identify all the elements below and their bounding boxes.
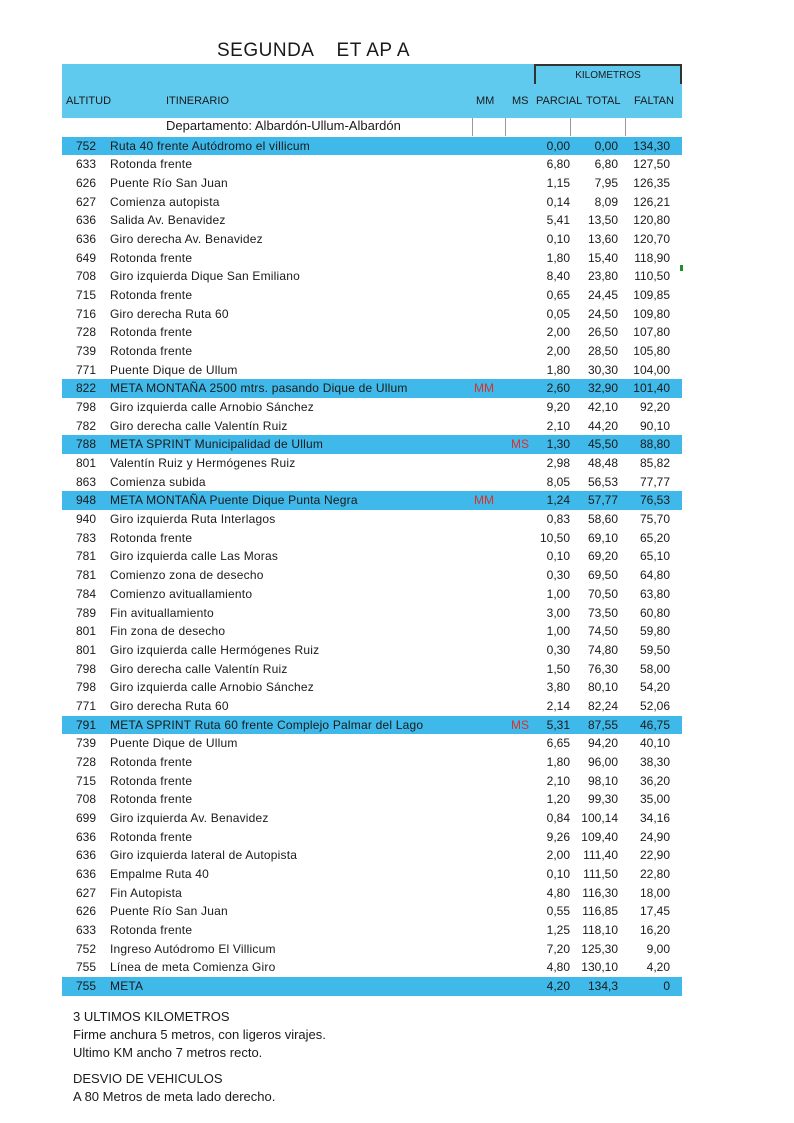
- note-title-desvio: DESVIO DE VEHICULOS: [73, 1071, 223, 1086]
- faltan-cell: 9,00: [646, 941, 670, 956]
- total-cell: 69,20: [587, 549, 618, 564]
- table-row: [62, 193, 682, 212]
- itinerario-cell: META SPRINT Municipalidad de Ullum: [110, 437, 324, 452]
- faltan-cell: 52,06: [639, 698, 670, 713]
- parcial-cell: 7,20: [546, 941, 570, 956]
- table-row: [62, 921, 682, 940]
- faltan-cell: 109,85: [633, 287, 670, 302]
- parcial-cell: 8,05: [546, 474, 570, 489]
- itinerario-cell: Rotonda frente: [110, 792, 193, 807]
- parcial-cell: 4,80: [546, 885, 570, 900]
- parcial-cell: 2,10: [546, 418, 570, 433]
- table-row: [62, 940, 682, 959]
- altitud-cell: 752: [75, 941, 96, 956]
- itinerario-cell: Giro derecha calle Valentín Ruiz: [110, 418, 288, 433]
- faltan-cell: 65,20: [639, 530, 670, 545]
- total-cell: 74,80: [587, 642, 618, 657]
- faltan-cell: 4,20: [646, 960, 670, 975]
- itinerario-cell: Giro izquierda Ruta Interlagos: [110, 512, 276, 527]
- altitud-cell: 728: [75, 754, 96, 769]
- faltan-cell: 127,50: [633, 157, 670, 172]
- itinerario-cell: Fin zona de desecho: [110, 624, 226, 639]
- table-row: [62, 323, 682, 342]
- parcial-cell: 2,00: [546, 343, 570, 358]
- itinerario-cell: Rotonda frente: [110, 157, 193, 172]
- itinerario-cell: Giro derecha Av. Benavidez: [110, 231, 263, 246]
- col-mm: MM: [476, 95, 495, 107]
- itinerario-cell: Giro izquierda calle Las Moras: [110, 549, 279, 564]
- faltan-cell: 118,90: [634, 250, 670, 265]
- itinerario-cell: Giro izquierda Dique San Emiliano: [110, 269, 301, 284]
- itinerario-cell: Giro izquierda lateral de Autopista: [110, 848, 298, 863]
- parcial-cell: 5,31: [546, 717, 570, 732]
- faltan-cell: 60,80: [639, 605, 670, 620]
- parcial-cell: 1,30: [546, 437, 570, 452]
- parcial-cell: 0,65: [546, 287, 570, 302]
- parcial-cell: 0,10: [546, 549, 570, 564]
- table-row: [62, 790, 682, 809]
- table-row: [62, 622, 682, 641]
- itinerario-cell: Comienzo avituallamiento: [110, 586, 253, 601]
- total-cell: 125,30: [581, 941, 618, 956]
- total-cell: 45,50: [587, 437, 618, 452]
- faltan-cell: 24,90: [639, 829, 670, 844]
- mm-cell: MM: [474, 381, 494, 396]
- itinerario-cell: Comienza subida: [110, 474, 206, 489]
- itinerario-cell: Giro derecha Ruta 60: [110, 306, 229, 321]
- faltan-cell: 36,20: [639, 773, 670, 788]
- faltan-cell: 120,70: [633, 231, 670, 246]
- total-cell: 76,30: [587, 661, 618, 676]
- table-row: [62, 977, 682, 996]
- col-itinerario: ITINERARIO: [166, 95, 229, 107]
- altitud-cell: 948: [75, 493, 96, 508]
- table-row: [62, 828, 682, 847]
- table-row: [62, 417, 682, 436]
- parcial-cell: 0,10: [546, 867, 570, 882]
- total-cell: 118,10: [582, 923, 618, 938]
- total-cell: 48,48: [587, 456, 618, 471]
- itinerario-cell: Giro izquierda calle Arnobio Sánchez: [110, 400, 314, 415]
- col-parcial: PARCIAL: [536, 95, 583, 107]
- parcial-cell: 2,00: [546, 325, 570, 340]
- table-row: [62, 211, 682, 230]
- faltan-cell: 22,80: [639, 867, 670, 882]
- altitud-cell: 863: [75, 474, 96, 489]
- parcial-cell: 2,00: [546, 848, 570, 863]
- itinerario-cell: Empalme Ruta 40: [110, 867, 210, 882]
- table-row: [62, 716, 682, 735]
- total-cell: 99,30: [587, 792, 618, 807]
- parcial-cell: 2,10: [546, 773, 570, 788]
- faltan-cell: 76,53: [639, 493, 670, 508]
- altitud-cell: 716: [75, 306, 96, 321]
- altitud-cell: 940: [75, 512, 96, 527]
- total-cell: 109,40: [581, 829, 618, 844]
- faltan-cell: 92,20: [639, 400, 670, 415]
- total-cell: 32,90: [587, 381, 618, 396]
- col-ms: MS: [512, 95, 529, 107]
- itinerario-cell: META MONTAÑA Puente Dique Punta Negra: [110, 493, 358, 508]
- total-cell: 13,50: [587, 213, 618, 228]
- itinerario-cell: Puente Dique de Ullum: [110, 736, 238, 751]
- faltan-cell: 18,00: [639, 885, 670, 900]
- altitud-cell: 649: [75, 250, 96, 265]
- total-cell: 70,50: [587, 586, 618, 601]
- parcial-cell: 1,80: [546, 362, 570, 377]
- altitud-cell: 626: [75, 175, 96, 190]
- total-cell: 24,50: [587, 306, 618, 321]
- dept-cell-total: [570, 118, 626, 136]
- table-row: [62, 809, 682, 828]
- altitud-cell: 636: [75, 829, 96, 844]
- col-faltan: FALTAN: [634, 95, 674, 107]
- table-row: [62, 566, 682, 585]
- faltan-cell: 22,90: [639, 848, 670, 863]
- km-group-header: KILOMETROS: [534, 64, 682, 84]
- total-cell: 96,00: [587, 754, 618, 769]
- table-row: [62, 155, 682, 174]
- altitud-cell: 636: [75, 848, 96, 863]
- faltan-cell: 109,80: [633, 306, 670, 321]
- parcial-cell: 8,40: [546, 269, 570, 284]
- faltan-cell: 65,10: [639, 549, 670, 564]
- itinerario-cell: Rotonda frente: [110, 773, 193, 788]
- altitud-cell: 755: [75, 979, 96, 994]
- faltan-cell: 0: [663, 979, 670, 994]
- total-cell: 130,10: [581, 960, 618, 975]
- itinerario-cell: META: [110, 979, 144, 994]
- parcial-cell: 9,20: [546, 400, 570, 415]
- total-cell: 7,95: [594, 175, 618, 190]
- altitud-cell: 636: [75, 867, 96, 882]
- parcial-cell: 4,80: [546, 960, 570, 975]
- itinerario-cell: Giro izquierda Av. Benavidez: [110, 810, 269, 825]
- total-cell: 69,50: [587, 568, 618, 583]
- total-cell: 8,09: [594, 194, 618, 209]
- parcial-cell: 1,00: [546, 586, 570, 601]
- parcial-cell: 9,26: [546, 829, 570, 844]
- itinerario-cell: Giro derecha calle Valentín Ruiz: [110, 661, 288, 676]
- total-cell: 28,50: [587, 343, 618, 358]
- parcial-cell: 0,05: [546, 306, 570, 321]
- ms-cell: MS: [511, 437, 529, 452]
- altitud-cell: 789: [75, 605, 96, 620]
- faltan-cell: 46,75: [639, 717, 670, 732]
- itinerario-cell: Comienza autopista: [110, 194, 220, 209]
- parcial-cell: 2,98: [546, 456, 570, 471]
- altitud-cell: 784: [75, 586, 96, 601]
- faltan-cell: 88,80: [639, 437, 670, 452]
- faltan-cell: 38,30: [639, 754, 670, 769]
- parcial-cell: 0,84: [546, 810, 570, 825]
- table-row: [62, 884, 682, 903]
- faltan-cell: 120,80: [633, 213, 670, 228]
- faltan-cell: 104,00: [633, 362, 670, 377]
- parcial-cell: 2,14: [546, 698, 570, 713]
- table-row: [62, 734, 682, 753]
- itinerario-cell: Giro derecha Ruta 60: [110, 698, 229, 713]
- itinerario-cell: Comienzo zona de desecho: [110, 568, 264, 583]
- total-cell: 26,50: [587, 325, 618, 340]
- faltan-cell: 63,80: [639, 586, 670, 601]
- total-cell: 116,85: [582, 904, 618, 919]
- note-surface: Firme anchura 5 metros, con ligeros virajes.: [73, 1027, 326, 1042]
- faltan-cell: 40,10: [639, 736, 670, 751]
- table-row: [62, 585, 682, 604]
- altitud-cell: 755: [75, 960, 96, 975]
- parcial-cell: 1,20: [546, 792, 570, 807]
- altitud-cell: 798: [75, 400, 96, 415]
- parcial-cell: 0,30: [546, 568, 570, 583]
- altitud-cell: 633: [75, 923, 96, 938]
- altitud-cell: 626: [75, 904, 96, 919]
- itinerario-cell: Rotonda frente: [110, 287, 193, 302]
- ms-cell: MS: [511, 717, 529, 732]
- total-cell: 6,80: [594, 157, 618, 172]
- altitud-cell: 791: [75, 717, 96, 732]
- table-row: [62, 697, 682, 716]
- total-cell: 24,45: [587, 287, 618, 302]
- total-cell: 23,80: [587, 269, 618, 284]
- itinerario-cell: Rotonda frente: [110, 754, 193, 769]
- altitud-cell: 708: [75, 269, 96, 284]
- table-row: [62, 267, 682, 286]
- faltan-cell: 126,35: [633, 175, 670, 190]
- parcial-cell: 0,14: [546, 194, 570, 209]
- green-mark: [680, 265, 683, 271]
- itinerario-cell: META SPRINT Ruta 60 frente Complejo Palmar del Lago: [110, 717, 424, 732]
- altitud-cell: 715: [75, 287, 96, 302]
- total-cell: 0,00: [594, 138, 618, 153]
- parcial-cell: 6,80: [546, 157, 570, 172]
- table-row: [62, 547, 682, 566]
- table-row: [62, 379, 682, 398]
- faltan-cell: 110,50: [634, 269, 670, 284]
- itinerario-cell: Rotonda frente: [110, 829, 193, 844]
- table-row: [62, 772, 682, 791]
- altitud-cell: 801: [75, 624, 96, 639]
- itinerario-cell: Rotonda frente: [110, 923, 193, 938]
- parcial-cell: 1,15: [546, 175, 570, 190]
- altitud-cell: 798: [75, 661, 96, 676]
- parcial-cell: 4,20: [546, 979, 570, 994]
- itinerario-cell: Rotonda frente: [110, 250, 193, 265]
- table-row: [62, 510, 682, 529]
- itinerario-cell: Giro izquierda calle Arnobio Sánchez: [110, 680, 314, 695]
- table-row: [62, 865, 682, 884]
- faltan-cell: 58,00: [639, 661, 670, 676]
- altitud-cell: 771: [75, 362, 96, 377]
- table-row: [62, 174, 682, 193]
- itinerario-cell: Puente Río San Juan: [110, 175, 228, 190]
- page-title: SEGUNDA ET AP A: [217, 40, 411, 61]
- table-row: [62, 137, 682, 156]
- altitud-cell: 801: [75, 642, 96, 657]
- itinerario-cell: Rotonda frente: [110, 343, 193, 358]
- total-cell: 100,14: [581, 810, 618, 825]
- table-row: [62, 846, 682, 865]
- total-cell: 57,77: [587, 493, 618, 508]
- total-cell: 15,40: [587, 250, 618, 265]
- faltan-cell: 101,40: [633, 381, 670, 396]
- table-row: [62, 753, 682, 772]
- parcial-cell: 1,25: [546, 923, 570, 938]
- itinerario-cell: Giro izquierda calle Hermógenes Ruiz: [110, 642, 320, 657]
- itinerario-cell: Fin Autopista: [110, 885, 182, 900]
- total-cell: 73,50: [587, 605, 618, 620]
- faltan-cell: 126,21: [633, 194, 670, 209]
- total-cell: 74,50: [587, 624, 618, 639]
- total-cell: 82,24: [587, 698, 618, 713]
- parcial-cell: 0,83: [546, 512, 570, 527]
- total-cell: 56,53: [587, 474, 618, 489]
- altitud-cell: 708: [75, 792, 96, 807]
- faltan-cell: 16,20: [639, 923, 670, 938]
- altitud-cell: 822: [75, 381, 96, 396]
- altitud-cell: 783: [75, 530, 96, 545]
- itinerario-cell: Fin avituallamiento: [110, 605, 214, 620]
- parcial-cell: 1,50: [546, 661, 570, 676]
- parcial-cell: 0,10: [546, 231, 570, 246]
- itinerario-cell: Rotonda frente: [110, 530, 193, 545]
- notes-section: [73, 1008, 326, 1106]
- altitud-cell: 782: [75, 418, 96, 433]
- altitud-cell: 715: [75, 773, 96, 788]
- faltan-cell: 90,10: [639, 418, 670, 433]
- dept-cell-mm: [472, 118, 506, 136]
- faltan-cell: 77,77: [639, 474, 670, 489]
- table-row: [62, 529, 682, 548]
- parcial-cell: 1,80: [546, 754, 570, 769]
- parcial-cell: 0,55: [546, 904, 570, 919]
- altitud-cell: 801: [75, 456, 96, 471]
- itinerario-cell: Línea de meta Comienza Giro: [110, 960, 276, 975]
- altitud-cell: 781: [75, 549, 96, 564]
- itinerario-cell: Salida Av. Benavidez: [110, 213, 226, 228]
- parcial-cell: 2,60: [546, 381, 570, 396]
- total-cell: 87,55: [587, 717, 618, 732]
- departamento-label: Departamento: Albardón-Ullum-Albardón: [166, 118, 401, 133]
- total-cell: 98,10: [587, 773, 618, 788]
- total-cell: 69,10: [587, 530, 618, 545]
- itinerario-cell: META MONTAÑA 2500 mtrs. pasando Dique de Ullum: [110, 381, 408, 396]
- mm-cell: MM: [474, 493, 494, 508]
- table-row: [62, 491, 682, 510]
- table-row: [62, 305, 682, 324]
- altitud-cell: 627: [75, 194, 96, 209]
- altitud-cell: 752: [75, 138, 96, 153]
- table-row: [62, 230, 682, 249]
- altitud-cell: 781: [75, 568, 96, 583]
- altitud-cell: 788: [75, 437, 96, 452]
- table-row: [62, 435, 682, 454]
- table-row: [62, 361, 682, 380]
- faltan-cell: 54,20: [639, 680, 670, 695]
- table-row: [62, 342, 682, 361]
- altitud-cell: 627: [75, 885, 96, 900]
- table-row: [62, 604, 682, 623]
- altitud-cell: 699: [75, 810, 96, 825]
- altitud-cell: 636: [75, 231, 96, 246]
- itinerario-cell: Ingreso Autódromo El Villicum: [110, 941, 276, 956]
- parcial-cell: 10,50: [539, 530, 570, 545]
- altitud-cell: 636: [75, 213, 96, 228]
- total-cell: 30,30: [587, 362, 618, 377]
- parcial-cell: 3,00: [546, 605, 570, 620]
- parcial-cell: 0,00: [546, 138, 570, 153]
- altitud-cell: 633: [75, 157, 96, 172]
- table-row: [62, 958, 682, 977]
- total-cell: 111,50: [583, 867, 618, 882]
- total-cell: 94,20: [587, 736, 618, 751]
- table-row: [62, 678, 682, 697]
- altitud-cell: 771: [75, 698, 96, 713]
- faltan-cell: 105,80: [633, 343, 670, 358]
- parcial-cell: 3,80: [546, 680, 570, 695]
- itinerario-cell: Ruta 40 frente Autódromo el villicum: [110, 138, 310, 153]
- parcial-cell: 1,80: [546, 250, 570, 265]
- table-row: [62, 660, 682, 679]
- table-row: [62, 249, 682, 268]
- parcial-cell: 6,65: [546, 736, 570, 751]
- faltan-cell: 85,82: [639, 456, 670, 471]
- parcial-cell: 0,30: [546, 642, 570, 657]
- altitud-cell: 739: [75, 343, 96, 358]
- itinerario-cell: Puente Dique de Ullum: [110, 362, 238, 377]
- parcial-cell: 1,24: [546, 493, 570, 508]
- total-cell: 80,10: [587, 680, 618, 695]
- faltan-cell: 134,30: [633, 138, 670, 153]
- faltan-cell: 59,50: [639, 642, 670, 657]
- total-cell: 116,30: [582, 885, 618, 900]
- total-cell: 13,60: [587, 231, 618, 246]
- table-row: [62, 473, 682, 492]
- note-desvio: A 80 Metros de meta lado derecho.: [73, 1089, 276, 1104]
- altitud-cell: 739: [75, 736, 96, 751]
- total-cell: 111,40: [583, 848, 618, 863]
- table-row: [62, 641, 682, 660]
- altitud-cell: 728: [75, 325, 96, 340]
- total-cell: 44,20: [587, 418, 618, 433]
- total-cell: 134,3: [587, 979, 618, 994]
- table-row: [62, 398, 682, 417]
- note-title-last-km: 3 ULTIMOS KILOMETROS: [73, 1009, 230, 1024]
- faltan-cell: 64,80: [639, 568, 670, 583]
- parcial-cell: 5,41: [546, 213, 570, 228]
- faltan-cell: 34,16: [639, 810, 670, 825]
- itinerario-cell: Puente Río San Juan: [110, 904, 228, 919]
- total-cell: 58,60: [587, 512, 618, 527]
- table-row: [62, 454, 682, 473]
- col-altitud: ALTITUD: [66, 95, 112, 107]
- faltan-cell: 59,80: [639, 624, 670, 639]
- faltan-cell: 107,80: [633, 325, 670, 340]
- faltan-cell: 17,45: [639, 904, 670, 919]
- altitud-cell: 798: [75, 680, 96, 695]
- col-total: TOTAL: [586, 95, 621, 107]
- itinerario-cell: Rotonda frente: [110, 325, 193, 340]
- table-row: [62, 902, 682, 921]
- itinerario-cell: Valentín Ruiz y Hermógenes Ruiz: [110, 456, 296, 471]
- faltan-cell: 75,70: [639, 512, 670, 527]
- table-row: [62, 286, 682, 305]
- parcial-cell: 1,00: [546, 624, 570, 639]
- note-last-km: Ultimo KM ancho 7 metros recto.: [73, 1045, 263, 1060]
- faltan-cell: 35,00: [639, 792, 670, 807]
- total-cell: 42,10: [587, 400, 618, 415]
